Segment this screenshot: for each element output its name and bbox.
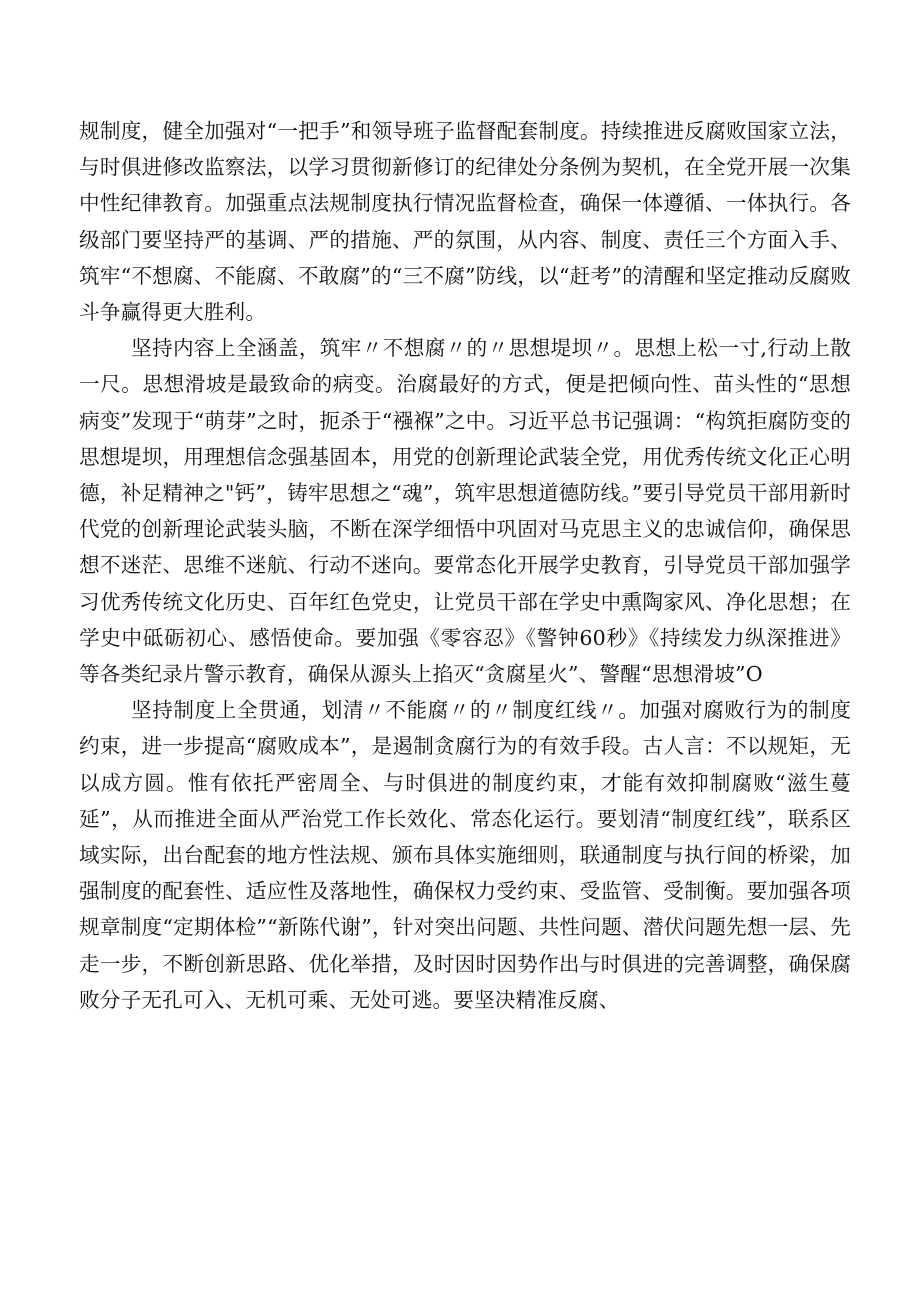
- paragraph-institutional-redline: 坚持制度上全贯通，划清〃不能腐〃的〃制度红线〃。加强对腐败行为的制度约束，进一步提高“腐败成本”，是遏制贪腐行为的有效手段。古人言：不以规矩，无以成方圆。惟有依托严密周全、与时俱进的制度约束，才能有效抑制腐败“滋生蔓延”，从而推进全面从严治党工作长效化、常态化运行。要划清“制度红线”，联系区域实际，出台配套的地方性法规、颁布具体实施细则，联通制度与执行间的桥梁，加强制度的配套性、适应性及落地性，确保权力受约束、受监管、受制衡。要加强各项规章制度“定期体检”“新陈代谢”，针对突出问题、共性问题、潜伏问题先想一层、先走一步，不断创新思路、优化举措，及时因时因势作出与时俱进的完善调整，确保腐败分子无孔可入、无机可乘、无处可逃。要坚决精准反腐、: [79, 698, 851, 1012]
- document-page: [79, 113, 851, 1018]
- paragraph-ideological-dam: 坚持内容上全涵盖，筑牢〃不想腐〃的〃思想堤坝〃。思想上松一寸,行动上散一尺。思想滑坡是最致命的病变。治腐最好的方式，便是把倾向性、苗头性的“思想病变”发现于“萌芽”之时，扼杀于“襁褓”之中。习近平总书记强调：“构筑拒腐防变的思想堤坝，用理想信念强基固本，用党的创新理论武装全党，用优秀传统文化正心明德，补足精神之"钙”，铸牢思想之“魂”，筑牢思想道德防线。”要引导党员干部用新时代党的创新理论武装头脑，不断在深学细悟中巩固对马克思主义的忠诚信仰，确保思想不迷茫、思维不迷航、行动不迷向。要常态化开展学史教育，引导党员干部加强学习优秀传统文化历史、百年红色党史，让党员干部在学史中熏陶家风、净化思想；在学史中砥砺初心、感悟使命。要加强《零容忍》《警钟60秒》《持续发力纵深推进》等各类纪录片警示教育，确保从源头上掐灭“贪腐星火”、警醒“思想滑坡”O: [79, 336, 851, 687]
- paragraph-continuation: 规制度，健全加强对“一把手”和领导班子监督配套制度。持续推进反腐败国家立法，与时俱进修改监察法，以学习贯彻新修订的纪律处分条例为契机，在全党开展一次集中性纪律教育。加强重点法规制度执行情况监督检查，确保一体遵循、一体执行。各级部门要坚持严的基调、严的措施、严的氛围，从内容、制度、责任三个方面入手、筑牢“不想腐、不能腐、不敢腐”的“三不腐”防线，以“赶考”的清醒和坚定推动反腐败斗争赢得更大胜利。: [79, 119, 851, 325]
